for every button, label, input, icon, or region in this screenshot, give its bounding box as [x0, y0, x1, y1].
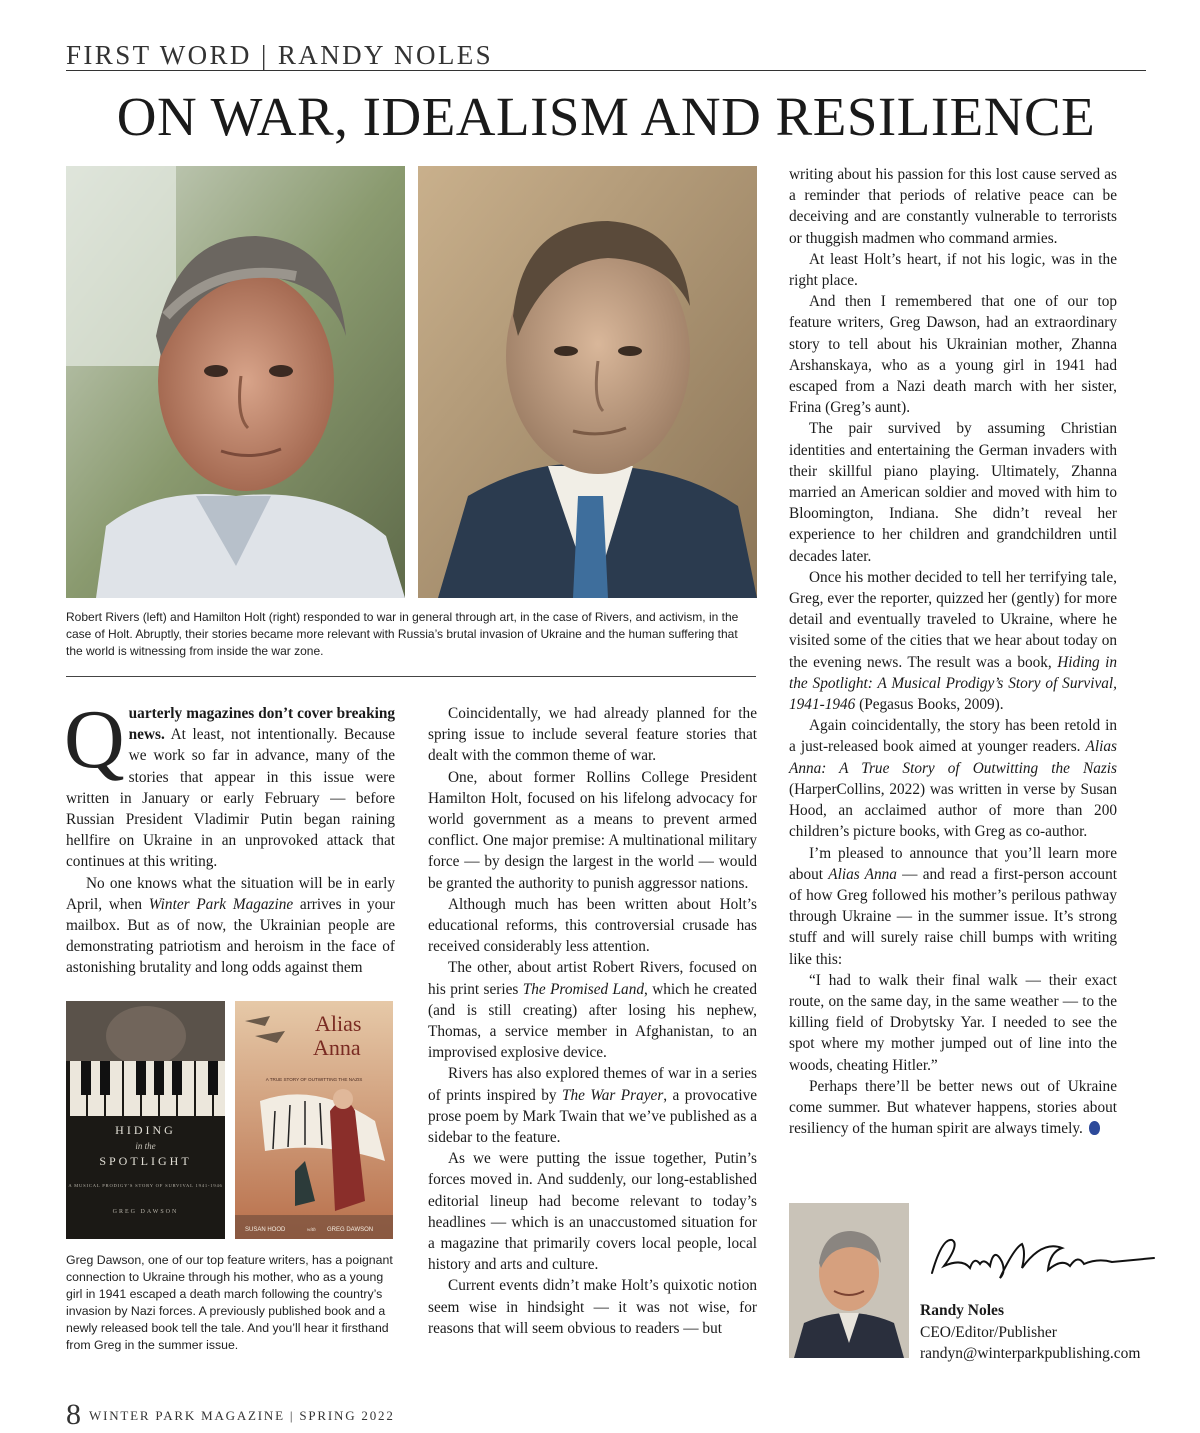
- article-column-2: [428, 703, 757, 1339]
- signature-icon: [922, 1228, 1162, 1290]
- top-photo-caption: Robert Rivers (left) and Hamilton Holt (right) responded to war in general through art, in the case of Rivers, and activism, in the case of Holt. Abruptly, their stories became more relevant with Russia’s brutal invasion of Ukraine and the human suffering that the world is witnessing from inside the war zone.: [66, 610, 739, 658]
- caption-divider: [66, 676, 756, 677]
- book2-title-line2: Anna: [313, 1035, 361, 1060]
- paragraph: writing about his passion for this lost cause served as a reminder that periods of relative peace can be deceiving and are constantly vulnerable to terrorists or thuggish madmen who command armies.: [789, 166, 1117, 247]
- photo-hamilton-holt: [418, 166, 757, 598]
- paragraph: The pair survived by assuming Christian identities and entertaining the German invaders with their skillful piano playing. Ultimately, Zhanna married an American soldier and moved with him to Bloomington, Indiana. She didn’t reveal her experience to her children and grandchildren until decades later.: [789, 420, 1117, 565]
- paragraph: Perhaps there’ll be better news out of Ukraine come summer. But whatever happens, stories about resiliency of the human spirit are always timely.: [789, 1077, 1117, 1138]
- publication-line: WINTER PARK MAGAZINE | SPRING 2022: [89, 1408, 395, 1423]
- paragraph: Once his mother decided to tell her terrifying tale, Greg, ever the reporter, quizzed her (gently) for more detail and eventually traveled to Ukraine, where he visited some of the cities that we hear about today on the evening news. The result was a book, Hiding in the Spotlight: A Musical Prodigy’s Story of Survival, 1941-1946 (Pegasus Books, 2009).: [789, 568, 1117, 714]
- book-title: Alias Anna: [828, 865, 897, 883]
- paragraph: Although much has been written about Holt’s educational reforms, this controversial crusade has received considerably less attention.: [428, 895, 757, 956]
- author-title: CEO/Editor/Publisher: [920, 1323, 1057, 1341]
- book1-title-line3: SPOTLIGHT: [99, 1154, 192, 1168]
- page-number: 8: [66, 1398, 81, 1431]
- paragraph: I’m pleased to announce that you’ll learn more about Alias Anna — and read a first-person account of how Greg followed his mother’s perilous pathway through Ukraine — in the summer issue. It’s strong stuff and will surely raise chill bumps with writing like this:: [789, 844, 1117, 968]
- drop-cap: Q: [64, 693, 125, 786]
- book2-title-line1: Alias: [315, 1011, 362, 1036]
- author-name: Randy Noles: [920, 1302, 1004, 1319]
- article-headline: ON WAR, IDEALISM AND RESILIENCE: [116, 86, 1096, 147]
- page-footer: [66, 1398, 666, 1431]
- paragraph: No one knows what the situation will be in early April, when Winter Park Magazine arrives in your mailbox. But as of now, the Ukrainian people are demonstrating patriotism and heroism in the face of astonishing brutality and long odds against them: [66, 874, 395, 977]
- author-info: [920, 1300, 1150, 1365]
- book1-subtitle: A MUSICAL PRODIGY'S STORY OF SURVIVAL 1941-1946: [68, 1183, 223, 1188]
- paragraph: As we were putting the issue together, Putin’s forces moved in. And suddenly, our long-established editorial lineup had become relevant to today’s headlines — which is an unaccustomed situation for a magazine that primarily covers local people, local history and arts and culture.: [428, 1150, 757, 1274]
- book2-author-2: GREG DAWSON: [327, 1227, 374, 1233]
- book2-subtitle: A TRUE STORY OF OUTWITTING THE NAZIS: [265, 1077, 363, 1082]
- book1-title-line1: HIDING: [115, 1123, 176, 1137]
- poem-title: The War Prayer: [562, 1086, 664, 1104]
- paragraph: At least Holt’s heart, if not his logic, was in the right place.: [789, 250, 1117, 290]
- book-cover-alias-anna: [235, 1001, 393, 1239]
- paragraph: Again coincidentally, the story has been retold in a just-released book aimed at younger readers. Alias Anna: A True Story of Outwitting the Nazis (HarperCollins, 2022) was written in verse by Susan Hood, an acclaimed author of more than 200 children’s picture books, with Greg as co-author.: [789, 717, 1117, 841]
- paragraph: Current events didn’t make Holt’s quixotic notion seem wise in hindsight — it was not wise, for reasons that will seem obvious to readers — but: [428, 1277, 757, 1337]
- paragraph: The other, about artist Robert Rivers, focused on his print series The Promised Land, which he created (and is still creating) after losing his nephew, Thomas, a service member in Afghanistan, to an improvised explosive device.: [428, 959, 757, 1062]
- book2-with: with: [307, 1228, 316, 1233]
- book1-author: GREG DAWSON: [112, 1209, 179, 1215]
- article-column-3: [789, 164, 1117, 1139]
- book-cover-hiding-in-the-spotlight: [66, 1001, 225, 1239]
- paragraph: [64, 693, 395, 873]
- paragraph: Coincidentally, we had already planned for the spring issue to include several feature stories that dealt with the common theme of war.: [428, 705, 757, 765]
- book-title: Hiding in the Spotlight: A Musical Prodigy’s Story of Survival, 1941-1946: [789, 653, 1117, 714]
- book-title: Alias Anna: A True Story of Outwitting the Nazis: [789, 738, 1117, 777]
- author-portrait: [789, 1203, 909, 1358]
- article-column-1: [64, 693, 395, 979]
- section-kicker: FIRST WORD | RANDY NOLES: [66, 40, 1146, 71]
- paragraph: And then I remembered that one of our top feature writers, Greg Dawson, had an extraordinary story to tell about his Ukrainian mother, Zhanna Arshanskaya, who as a young girl in 1941 had escaped from a Nazi death march with her sister, Frina (Greg’s aunt).: [789, 293, 1117, 417]
- quote-paragraph: “I had to walk their final walk — their exact route, on the same day, in the same weather — to the killing field of Drobytsky Yar. I needed to see the spot where my mother jumped out of line into the woods, cheating Hitler.”: [789, 971, 1117, 1074]
- end-mark-icon: [1089, 1121, 1100, 1135]
- book2-author-1: SUSAN HOOD: [245, 1227, 286, 1233]
- paragraph: One, about former Rollins College President Hamilton Holt, focused on his lifelong advocacy for world government as a means to prevent armed conflict. One major premise: A multinational military force — by design the largest in the world — would be granted the authority to punish aggressor nations.: [428, 768, 757, 892]
- paragraph: Rivers has also explored themes of war in a series of prints inspired by The War Prayer, a provocative prose poem by Mark Twain that we’ve published as a sidebar to the feature.: [428, 1065, 758, 1147]
- magazine-title: Winter Park Magazine: [148, 895, 294, 913]
- photo-robert-rivers: [66, 166, 405, 598]
- lede: uarterly magazines don’t cover breaking news.: [128, 705, 395, 744]
- book-caption: Greg Dawson, one of our top feature writers, has a poignant connection to Ukraine through his mother, who as a young girl in 1941 escaped a death march following the country’s invasion by Nazi forces. A previously published book and a newly released book tell the tale. And you’ll hear it firsthand from Greg in the summer issue.: [66, 1253, 393, 1352]
- book1-title-line2: in the: [135, 1141, 156, 1151]
- author-email: randyn@winterparkpublishing.com: [920, 1345, 1141, 1362]
- series-title: The Promised Land: [522, 980, 644, 998]
- text-run: At least, not intentionally. Because we work so far in advance, many of the stories that appear in this issue were written in January or early February — before Russian President Vladimir Putin began raining hellfire on Ukraine in an unprovoked attack that continues at this writing.: [66, 726, 395, 871]
